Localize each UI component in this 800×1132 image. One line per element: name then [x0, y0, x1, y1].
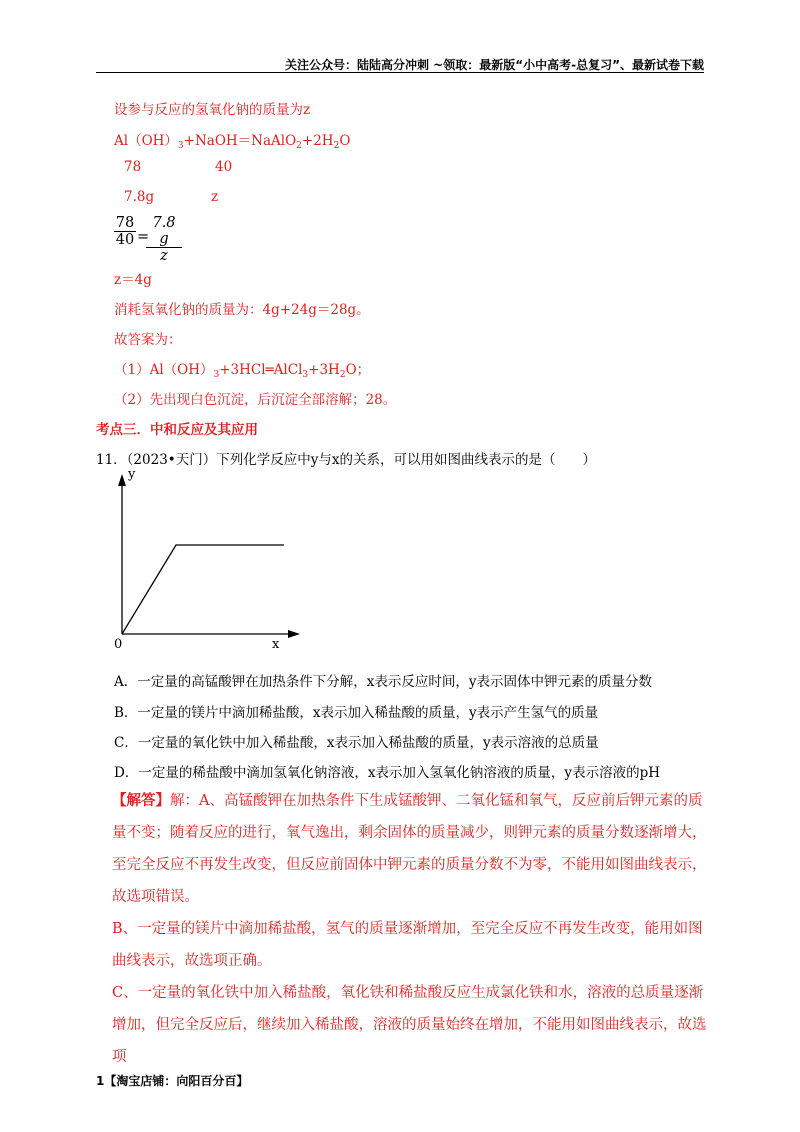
unknown-mass-right: z	[211, 189, 219, 205]
x-axis-label: x	[272, 637, 280, 652]
fraction-equals: =	[137, 229, 150, 245]
page-header: 关注公众号：陆陆高分冲刺 ~领取：最新版“小中高考-总复习”、最新试卷下载	[285, 58, 704, 72]
equation-part: +NaOH＝NaAlO	[183, 133, 297, 149]
fraction-denominator: 40	[115, 232, 135, 248]
consumed-mass-line: 消耗氢氧化钠的质量为：4g+24g＝28g。	[114, 302, 370, 318]
header-rule	[96, 72, 704, 73]
y-axis-arrow-icon	[118, 474, 126, 486]
solution-para-a	[112, 785, 708, 913]
equation-part: O；	[345, 362, 371, 378]
section-title: 考点三．中和反应及其应用	[96, 422, 258, 438]
x-axis-arrow-icon	[288, 630, 300, 638]
fraction-denominator: z	[160, 248, 168, 264]
equation-part: +3H	[308, 362, 340, 378]
equation-subscript: 3	[213, 370, 220, 380]
solution-label: 【解答】	[112, 792, 170, 809]
page-footer: 1【淘宝店铺：向阳百分百】	[96, 1074, 249, 1088]
solution-para-c: C、一定量的氧化铁中加入稀盐酸，氧化铁和稀盐酸反应生成氯化铁和水，溶液的总质量逐渐增加，但完全反应后，继续加入稀盐酸，溶液的质量始终在增加，不能用如图曲线表示，故选项	[112, 985, 707, 1065]
chemical-equation	[114, 129, 350, 151]
answer-intro: 故答案为：	[114, 332, 182, 348]
solution-text-a: 解：A、高锰酸钾在加热条件下生成锰酸钾、二氧化锰和氧气，反应前后钾元素的质量不变；随着反应的进行，氧气逸出，剩余固体的质量减少，则钾元素的质量分数逐渐增大，至完全反应不再发生改变，但反应前固体中钾元素的质量分数不为零，不能用如图曲线表示，故选项错误。	[112, 793, 707, 905]
option-b: B．一定量的镁片中滴加稀盐酸，x表示加入稀盐酸的质量，y表示产生氢气的质量	[114, 705, 599, 721]
equation-subscript: 3	[302, 370, 309, 380]
option-c: C．一定量的氧化铁中加入稀盐酸，x表示加入稀盐酸的质量，y表示溶液的总质量	[114, 735, 599, 751]
question-graph	[100, 462, 310, 652]
molar-mass-right: 40	[215, 159, 233, 175]
curve-line	[122, 545, 284, 634]
equation-subscript: 3	[177, 141, 184, 151]
fraction-numerator: 78	[115, 215, 135, 231]
equation-part: +2H	[301, 133, 334, 149]
origin-label: 0	[114, 637, 123, 652]
answer-1	[114, 358, 370, 380]
equation-subscript: 2	[339, 370, 346, 380]
option-a: A．一定量的高锰酸钾在加热条件下分解，x表示反应时间，y表示固体中钾元素的质量分数	[114, 674, 652, 690]
equation-part: （1）Al（OH）	[114, 362, 214, 378]
z-result: z＝4g	[114, 272, 152, 288]
fraction-left	[114, 215, 136, 248]
y-axis-label: y	[128, 467, 136, 482]
given-mass-left: 7.8g	[124, 189, 155, 205]
solution-para-b: B、一定量的镁片中滴加稀盐酸，氢气的质量逐渐增加，至完全反应不再发生改变，能用如图曲线表示，故选项正确。	[112, 921, 703, 969]
solution-intro-line: 设参与反应的氢氧化钠的质量为z	[114, 102, 311, 118]
equation-part: Al（OH）	[114, 133, 178, 149]
molar-mass-left: 78	[124, 159, 142, 175]
equation-subscript: 2	[333, 141, 340, 151]
equation-part: O	[339, 133, 351, 149]
equation-subscript: 2	[296, 141, 302, 151]
fraction-right	[146, 215, 182, 264]
answer-2: （2）先出现白色沉淀，后沉淀全部溶解；28。	[114, 392, 397, 408]
equation-part: +3HCl═AlCl	[219, 362, 303, 378]
option-d: D．一定量的稀盐酸中滴加氢氧化钠溶液，x表示加入氢氧化钠溶液的质量，y表示溶液的pH	[114, 765, 660, 781]
question-stem: 11．（2023•天门）下列化学反应中y与x的关系，可以用如图曲线表示的是（ ）	[96, 452, 596, 468]
fraction-numerator: 7.8 g	[152, 215, 176, 247]
